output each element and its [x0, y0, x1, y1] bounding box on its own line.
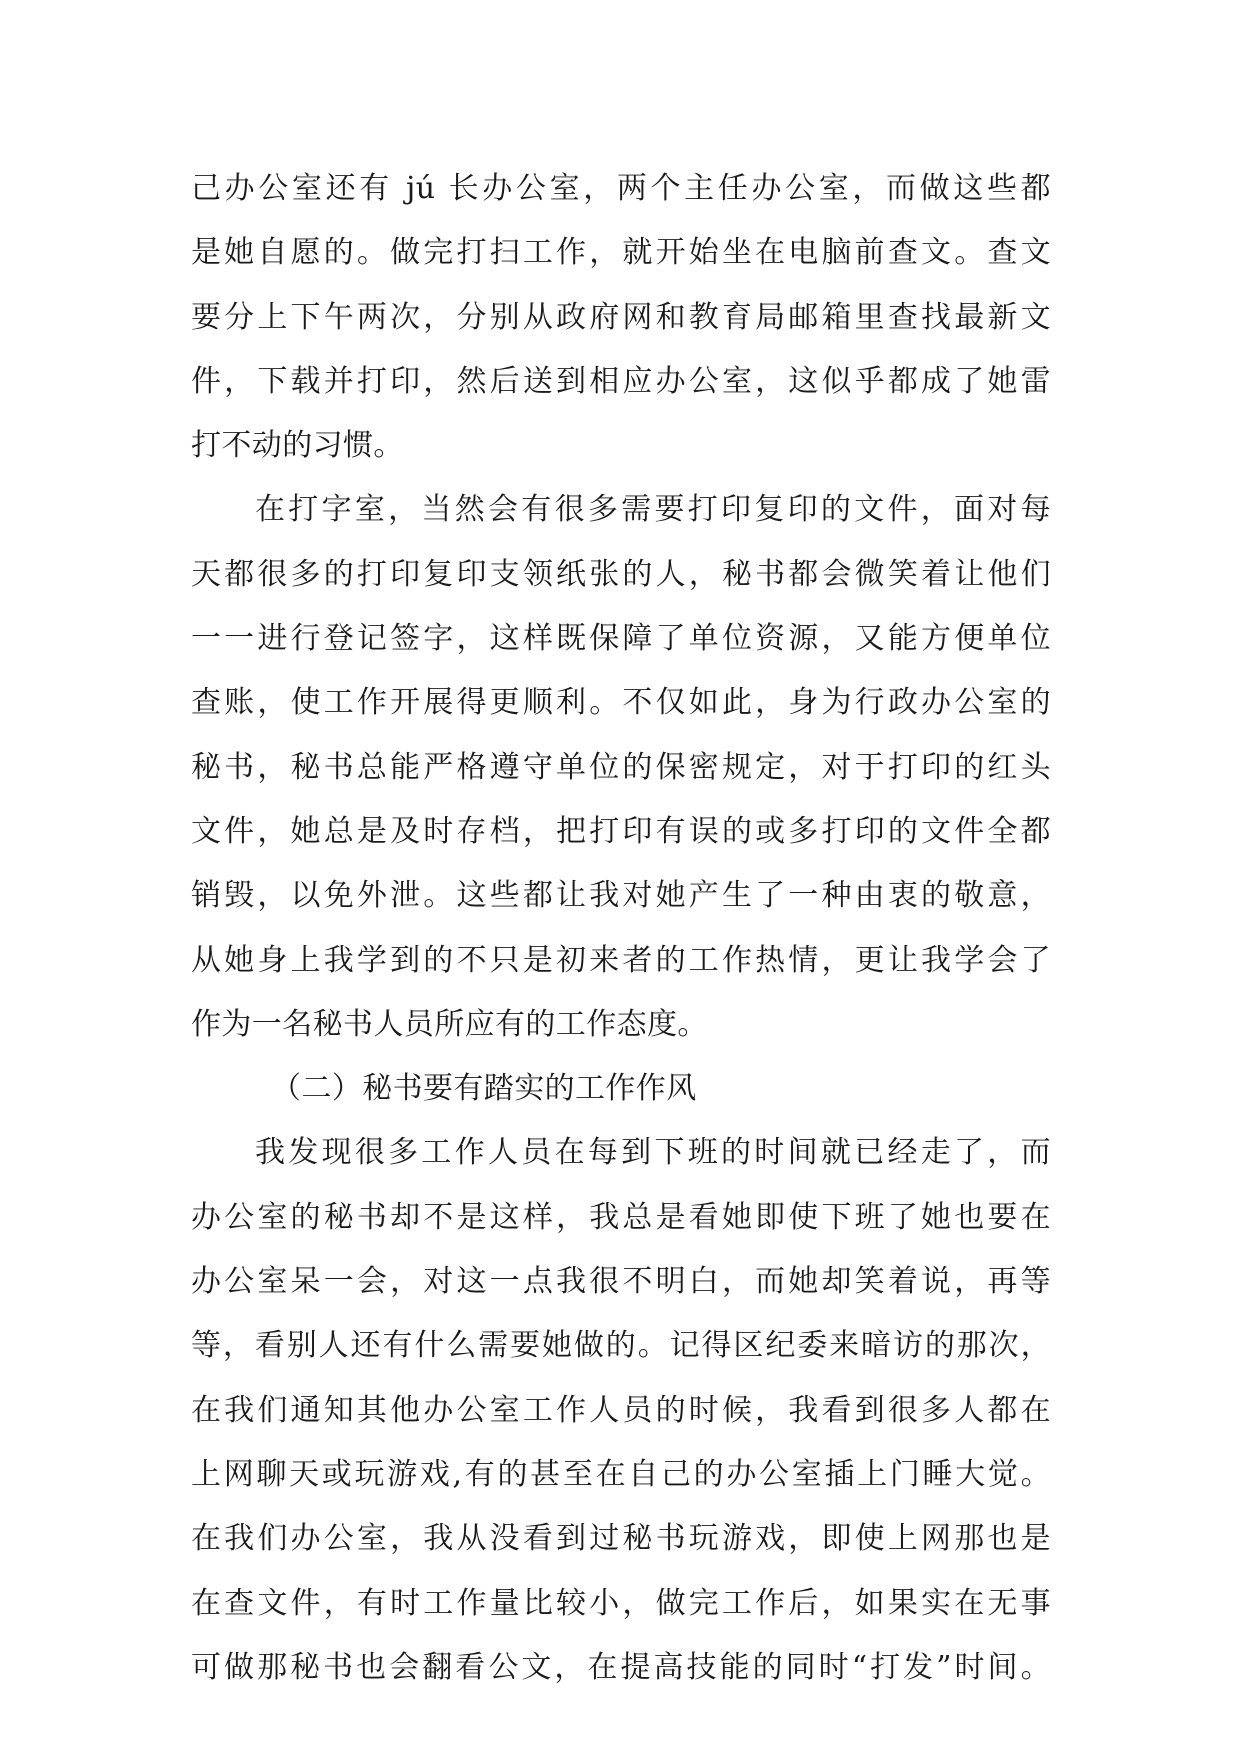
text-line: 从她身上我学到的不只是初来者的工作热情，更让我学会了: [191, 942, 1051, 978]
paragraph-first-line: 在打字室，当然会有很多需要打印复印的文件，面对每: [255, 492, 1051, 528]
text-line: 销毁，以免外泄。这些都让我对她产生了一种由衷的敬意，: [191, 878, 1051, 914]
text-line: 文件，她总是及时存档，把打印有误的或多打印的文件全都: [191, 813, 1051, 849]
text-line: 一一进行登记签字，这样既保障了单位资源，又能方便单位: [191, 621, 1051, 657]
text-line: 在我们通知其他办公室工作人员的时候，我看到很多人都在: [191, 1392, 1051, 1428]
text-line: 在查文件，有时工作量比较小，做完工作后，如果实在无事: [191, 1585, 1051, 1621]
text-line: 打不动的习惯。: [191, 428, 404, 464]
section-heading: （二）秘书要有踏实的工作作风: [271, 1071, 697, 1107]
text-line: 己办公室还有 jú 长办公室，两个主任办公室，而做这些都: [191, 171, 1051, 206]
text-line: 是她自愿的。做完打扫工作，就开始坐在电脑前查文。查文: [191, 235, 1051, 271]
text-line: 可做那秘书也会翻看公文，在提高技能的同时“打发”时间。: [191, 1649, 1051, 1685]
text-line: 上网聊天或玩游戏,有的甚至在自己的办公室插上门睡大觉。: [191, 1456, 1051, 1492]
text-line: 件，下载并打印，然后送到相应办公室，这似乎都成了她雷: [191, 363, 1051, 399]
text-line: 作为一名秘书人员所应有的工作态度。: [191, 1006, 708, 1042]
text-line: 办公室呆一会，对这一点我很不明白，而她却笑着说，再等: [191, 1264, 1051, 1300]
text-line: 办公室的秘书却不是这样，我总是看她即使下班了她也要在: [191, 1199, 1051, 1235]
text-line: 查账，使工作开展得更顺利。不仅如此，身为行政办公室的: [191, 685, 1051, 721]
text-line: 要分上下午两次，分别从政府网和教育局邮箱里查找最新文: [191, 299, 1051, 335]
text-line: 天都很多的打印复印支领纸张的人，秘书都会微笑着让他们: [191, 556, 1051, 592]
text-line: 等，看别人还有什么需要她做的。记得区纪委来暗访的那次，: [191, 1328, 1051, 1364]
text-line: 秘书，秘书总能严格遵守单位的保密规定，对于打印的红头: [191, 749, 1051, 785]
document-body: [191, 157, 1051, 1700]
text-line: 在我们办公室，我从没看到过秘书玩游戏，即使上网那也是: [191, 1521, 1051, 1557]
paragraph-first-line: 我发现很多工作人员在每到下班的时间就已经走了，而: [255, 1135, 1051, 1171]
